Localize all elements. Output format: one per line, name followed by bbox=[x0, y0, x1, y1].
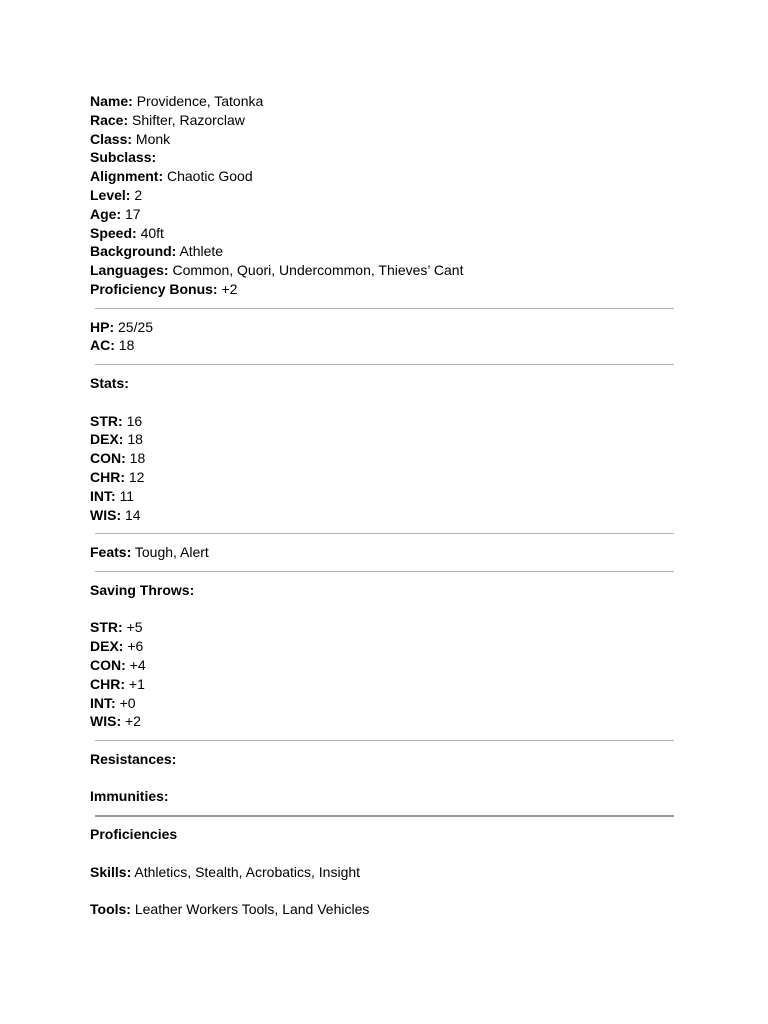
speed-label: Speed: bbox=[90, 224, 137, 241]
background-line bbox=[90, 242, 674, 261]
stat-label: WIS: bbox=[90, 506, 122, 523]
character-sheet bbox=[90, 92, 674, 919]
immunities-line bbox=[90, 787, 674, 806]
race-label: Race: bbox=[90, 111, 129, 128]
feats-label: Feats: bbox=[90, 544, 132, 561]
speed-value: 40ft bbox=[140, 224, 164, 241]
proficiency-bonus-value: +2 bbox=[221, 280, 238, 297]
save-value: +1 bbox=[128, 675, 145, 692]
stat-label: STR: bbox=[90, 412, 123, 429]
horizontal-rule bbox=[95, 533, 674, 534]
proficiency-bonus-label: Proficiency Bonus: bbox=[90, 280, 218, 297]
save-value: +6 bbox=[127, 638, 144, 655]
spacer bbox=[90, 600, 674, 619]
stat-line-chr bbox=[90, 468, 674, 487]
stat-label: CHR: bbox=[90, 468, 125, 485]
horizontal-rule bbox=[95, 815, 674, 817]
subclass-line bbox=[90, 148, 674, 167]
hp-label: HP: bbox=[90, 318, 115, 335]
skills-value: Athletics, Stealth, Acrobatics, Insight bbox=[134, 863, 361, 880]
save-line-chr bbox=[90, 675, 674, 694]
stat-value: 12 bbox=[128, 468, 145, 485]
save-value: +4 bbox=[129, 656, 146, 673]
divider bbox=[90, 562, 674, 581]
name-value: Providence, Tatonka bbox=[136, 93, 264, 109]
stat-line-con bbox=[90, 449, 674, 468]
divider bbox=[90, 355, 674, 374]
race-value: Shifter, Razorclaw bbox=[132, 111, 245, 128]
save-label: CON: bbox=[90, 656, 126, 673]
ac-line bbox=[90, 336, 674, 355]
subclass-label: Subclass: bbox=[90, 149, 157, 166]
horizontal-rule bbox=[95, 740, 674, 741]
skills-label: Skills: bbox=[90, 863, 132, 880]
skills-line bbox=[90, 863, 674, 882]
horizontal-rule bbox=[95, 571, 674, 572]
stat-line-str bbox=[90, 412, 674, 431]
stat-value: 14 bbox=[125, 506, 141, 523]
save-line-con bbox=[90, 656, 674, 675]
stat-label: INT: bbox=[90, 487, 116, 504]
name-label: Name: bbox=[90, 93, 133, 109]
hp-value: 25/25 bbox=[118, 318, 154, 335]
spacer bbox=[90, 881, 674, 900]
stat-value: 11 bbox=[119, 487, 135, 504]
stats-heading: Stats: bbox=[90, 374, 129, 391]
alignment-line bbox=[90, 167, 674, 186]
stat-line-dex bbox=[90, 430, 674, 449]
proficiencies-heading: Proficiencies bbox=[90, 826, 178, 843]
save-line-int bbox=[90, 694, 674, 713]
stat-label: CON: bbox=[90, 450, 126, 467]
background-label: Background: bbox=[90, 243, 177, 260]
name-line bbox=[90, 92, 674, 111]
stat-value: 16 bbox=[126, 412, 143, 429]
horizontal-rule bbox=[95, 308, 674, 309]
class-label: Class: bbox=[90, 130, 133, 147]
save-label: STR: bbox=[90, 619, 123, 636]
languages-line bbox=[90, 261, 674, 280]
resistances-line bbox=[90, 750, 674, 769]
divider bbox=[90, 806, 674, 825]
level-line bbox=[90, 186, 674, 205]
age-label: Age: bbox=[90, 205, 122, 222]
feats-value: Tough, Alert bbox=[134, 544, 209, 561]
age-value: 17 bbox=[125, 205, 141, 222]
save-line-str bbox=[90, 618, 674, 637]
speed-line bbox=[90, 224, 674, 243]
immunities-label: Immunities: bbox=[90, 788, 169, 805]
resistances-label: Resistances: bbox=[90, 750, 177, 767]
spacer bbox=[90, 844, 674, 863]
languages-label: Languages: bbox=[90, 262, 169, 279]
ac-value: 18 bbox=[118, 337, 135, 354]
tools-line bbox=[90, 900, 674, 919]
level-value: 2 bbox=[134, 186, 143, 203]
save-value: +2 bbox=[125, 713, 141, 730]
save-value: +0 bbox=[119, 694, 136, 711]
horizontal-rule bbox=[95, 364, 674, 365]
save-line-wis bbox=[90, 712, 674, 731]
save-label: DEX: bbox=[90, 638, 124, 655]
age-line bbox=[90, 205, 674, 224]
ac-label: AC: bbox=[90, 337, 115, 354]
alignment-label: Alignment: bbox=[90, 168, 164, 185]
feats-line bbox=[90, 543, 674, 562]
hp-line bbox=[90, 318, 674, 337]
divider bbox=[90, 299, 674, 318]
stat-line-int bbox=[90, 487, 674, 506]
languages-value: Common, Quori, Undercommon, Thieves’ Cant bbox=[172, 262, 464, 279]
save-value: +5 bbox=[126, 619, 143, 636]
alignment-value: Chaotic Good bbox=[167, 168, 253, 185]
stat-line-wis bbox=[90, 506, 674, 525]
divider bbox=[90, 731, 674, 750]
stat-value: 18 bbox=[129, 450, 146, 467]
save-label: WIS: bbox=[90, 713, 122, 730]
class-value: Monk bbox=[135, 130, 171, 147]
background-value: Athlete bbox=[179, 243, 224, 260]
tools-value: Leather Workers Tools, Land Vehicles bbox=[134, 901, 370, 918]
tools-label: Tools: bbox=[90, 901, 131, 918]
class-line bbox=[90, 130, 674, 149]
level-label: Level: bbox=[90, 186, 131, 203]
stat-label: DEX: bbox=[90, 431, 124, 448]
spacer bbox=[90, 769, 674, 788]
spacer bbox=[90, 393, 674, 412]
save-line-dex bbox=[90, 637, 674, 656]
saving-throws-heading: Saving Throws: bbox=[90, 581, 195, 598]
divider bbox=[90, 524, 674, 543]
save-label: INT: bbox=[90, 694, 116, 711]
stat-value: 18 bbox=[127, 431, 143, 448]
race-line bbox=[90, 111, 674, 130]
save-label: CHR: bbox=[90, 675, 125, 692]
proficiency-bonus-line bbox=[90, 280, 674, 299]
